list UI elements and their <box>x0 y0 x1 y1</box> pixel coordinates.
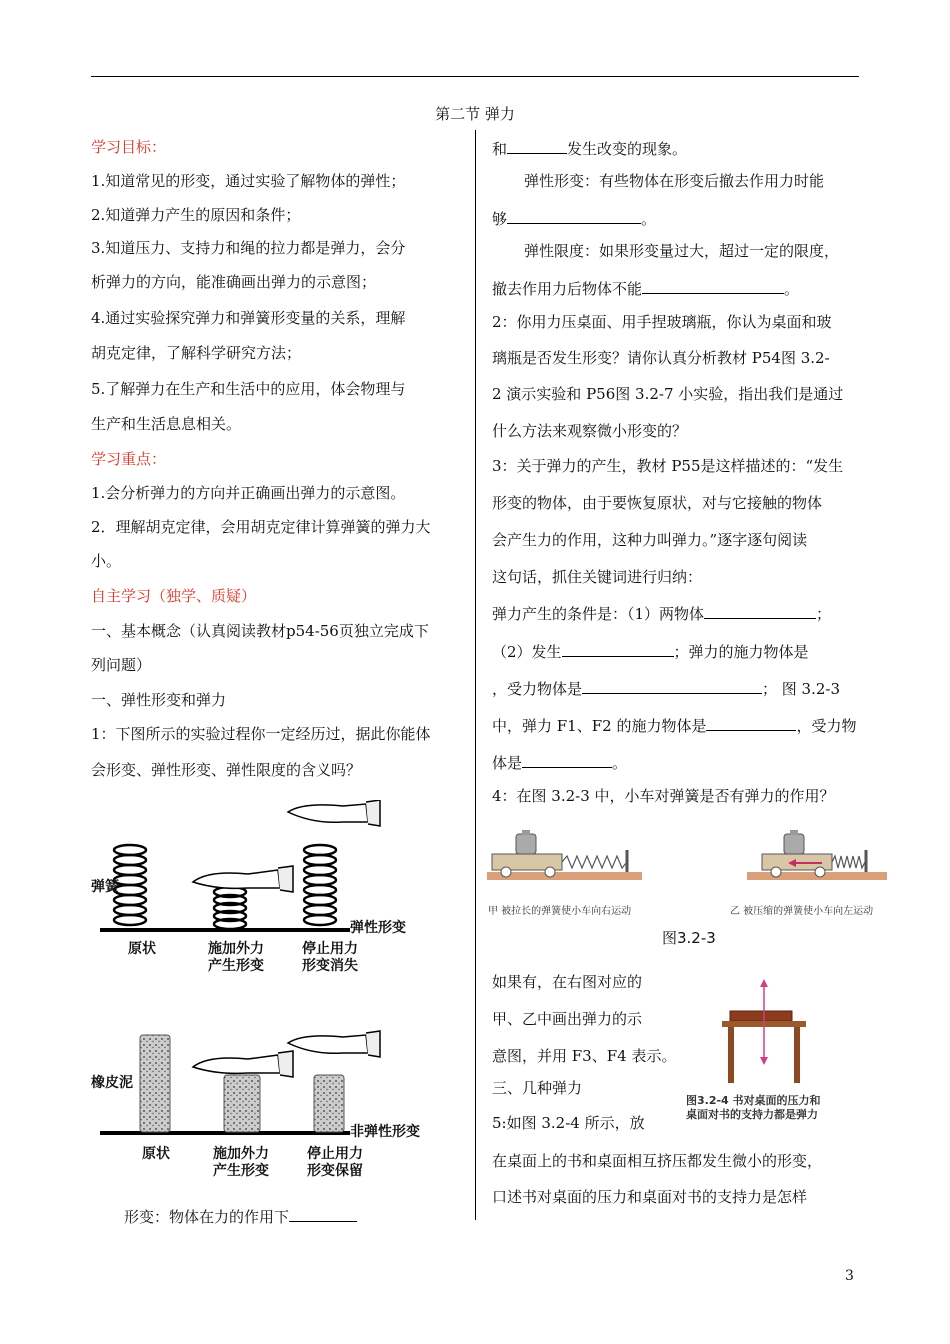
text-line: 4：在图 3.2-3 中，小车对弹簧是否有弹力的作用？ <box>492 787 835 805</box>
text-line: 弹性限度：如果形变量过大，超过一定的限度， <box>524 242 840 260</box>
text-line: 会形变、弹性形变、弹性限度的含义吗？ <box>91 761 362 779</box>
text-line: 这句话，抓住关键词进行归纳： <box>492 568 703 586</box>
text-line: 5:如图 3.2-4 所示，放 <box>492 1114 645 1132</box>
figure-caption: 甲 被拉长的弹簧使小车向右运动 <box>488 906 632 917</box>
text-line: 如果有，在右图对应的 <box>492 973 643 991</box>
answer-blank[interactable] <box>582 677 762 694</box>
text-line: 3：关于弹力的产生，教材 P55是这样描述的：“发生 <box>492 457 844 475</box>
answer-blank[interactable] <box>706 714 796 731</box>
state-label: 原状 <box>128 941 156 957</box>
goal-line: 3.知道压力、支持力和绳的拉力都是弹力，会分 <box>91 239 406 257</box>
text-line: 会产生力的作用，这种力叫弹力。”逐字逐句阅读 <box>492 531 808 549</box>
elastic-deform-label: 弹性形变 <box>350 920 406 936</box>
text-line: 什么方法来观察微小形变的？ <box>492 422 688 440</box>
focus-heading: 学习重点： <box>91 450 167 468</box>
text-line: 和 发生改变的现象。 <box>492 137 687 159</box>
goal-line: 析弹力的方向，能准确画出弹力的示意图； <box>91 273 377 291</box>
answer-blank[interactable] <box>704 602 816 619</box>
spring-label: 弹簧 <box>91 879 119 895</box>
answer-blank[interactable] <box>507 207 641 224</box>
text-line: 1：下图所示的实验过程你一定经历过，据此你能体 <box>91 725 431 743</box>
text-line: 弹力产生的条件是：（1）两物体 ； <box>492 602 831 624</box>
plasticine-label: 橡皮泥 <box>91 1075 133 1091</box>
text-line: 够 。 <box>492 207 656 229</box>
goals-heading: 学习目标： <box>91 138 167 156</box>
text-line: ，受力物体是 ； 图 3.2-3 <box>492 677 840 699</box>
goal-line: 胡克定律，了解科学研究方法； <box>91 344 302 362</box>
cart-spring-figure <box>482 820 892 900</box>
text-line: 一、弹性形变和弹力 <box>91 691 227 709</box>
answer-blank[interactable] <box>522 751 612 768</box>
text-line: 2 演示实验和 P56图 3.2-7 小实验，指出我们是通过 <box>492 385 844 403</box>
book-table-figure <box>712 975 812 1087</box>
state-label: 原状 <box>142 1146 170 1162</box>
page-title: 第二节 弹力 <box>435 105 515 123</box>
goal-line: 2.知道弹力产生的原因和条件； <box>91 206 301 224</box>
goal-line: 4.通过实验探究弹力和弹簧形变量的关系，理解 <box>91 309 406 327</box>
goal-line: 生产和生活息息相关。 <box>91 415 242 433</box>
state-label: 施加外力 <box>213 1146 269 1162</box>
answer-blank[interactable] <box>642 277 784 294</box>
answer-blank[interactable] <box>507 137 567 154</box>
definition-text: 形变：物体在力的作用下 <box>124 1208 290 1226</box>
text-line: 撤去作用力后物体不能 。 <box>492 277 799 299</box>
state-label: 形变保留 <box>307 1163 363 1179</box>
self-study-heading: 自主学习（独学、质疑） <box>91 587 257 605</box>
text-line: 形变的物体，由于要恢复原状，对与它接触的物体 <box>492 494 823 512</box>
text-line: 甲、乙中画出弹力的示 <box>492 1010 643 1028</box>
focus-line: 2．理解胡克定律，会用胡克定律计算弹簧的弹力大 <box>91 518 431 536</box>
figure-title: 图3.2-3 <box>662 929 716 947</box>
text-line: 璃瓶是否发生形变？请你认真分析教材 P54图 3.2- <box>492 349 830 367</box>
text-line: 中，弹力 F1、F2 的施力物体是 ，受力物 <box>492 714 856 736</box>
column-divider <box>475 130 476 1220</box>
focus-line: 小。 <box>91 552 122 570</box>
text-line: （2）发生 ；弹力的施力物体是 <box>492 640 809 662</box>
state-label: 产生形变 <box>208 958 264 974</box>
goal-line: 1.知道常见的形变，通过实验了解物体的弹性； <box>91 172 406 190</box>
figure-caption: 桌面对书的支持力都是弹力 <box>686 1108 818 1121</box>
inelastic-deform-label: 非弹性形变 <box>350 1124 420 1140</box>
state-label: 施加外力 <box>208 941 264 957</box>
text-line: 意图，并用 F3、F4 表示。 <box>492 1047 677 1065</box>
text-line: 体是 。 <box>492 751 627 773</box>
state-label: 产生形变 <box>213 1163 269 1179</box>
top-rule <box>91 76 859 77</box>
state-label: 停止用力 <box>307 1146 363 1162</box>
text-line: 弹性形变：有些物体在形变后撤去作用力时能 <box>524 172 825 190</box>
focus-line: 1.会分析弹力的方向并正确画出弹力的示意图。 <box>91 484 406 502</box>
figure-caption: 图3.2-4 书对桌面的压力和 <box>686 1094 821 1107</box>
answer-blank[interactable] <box>562 640 674 657</box>
answer-blank[interactable] <box>289 1205 357 1222</box>
state-label: 形变消失 <box>302 958 358 974</box>
text-line: 口述书对桌面的压力和桌面对书的支持力是怎样 <box>492 1188 808 1206</box>
text-line: 在桌面上的书和桌面相互挤压都发生微小的形变， <box>492 1152 823 1170</box>
figure-caption: 乙 被压缩的弹簧使小车向左运动 <box>730 906 874 917</box>
deform-definition <box>124 1205 357 1227</box>
text-line: 列问题） <box>91 656 152 674</box>
page-number: 3 <box>845 1268 854 1284</box>
section-heading: 三、几种弹力 <box>492 1079 583 1097</box>
text-line: 一、基本概念（认真阅读教材p54-56页独立完成下 <box>91 622 429 640</box>
goal-line: 5.了解弹力在生产和生活中的应用，体会物理与 <box>91 380 406 398</box>
text-line: 2：你用力压桌面、用手捏玻璃瓶，你认为桌面和玻 <box>492 313 832 331</box>
state-label: 停止用力 <box>302 941 358 957</box>
